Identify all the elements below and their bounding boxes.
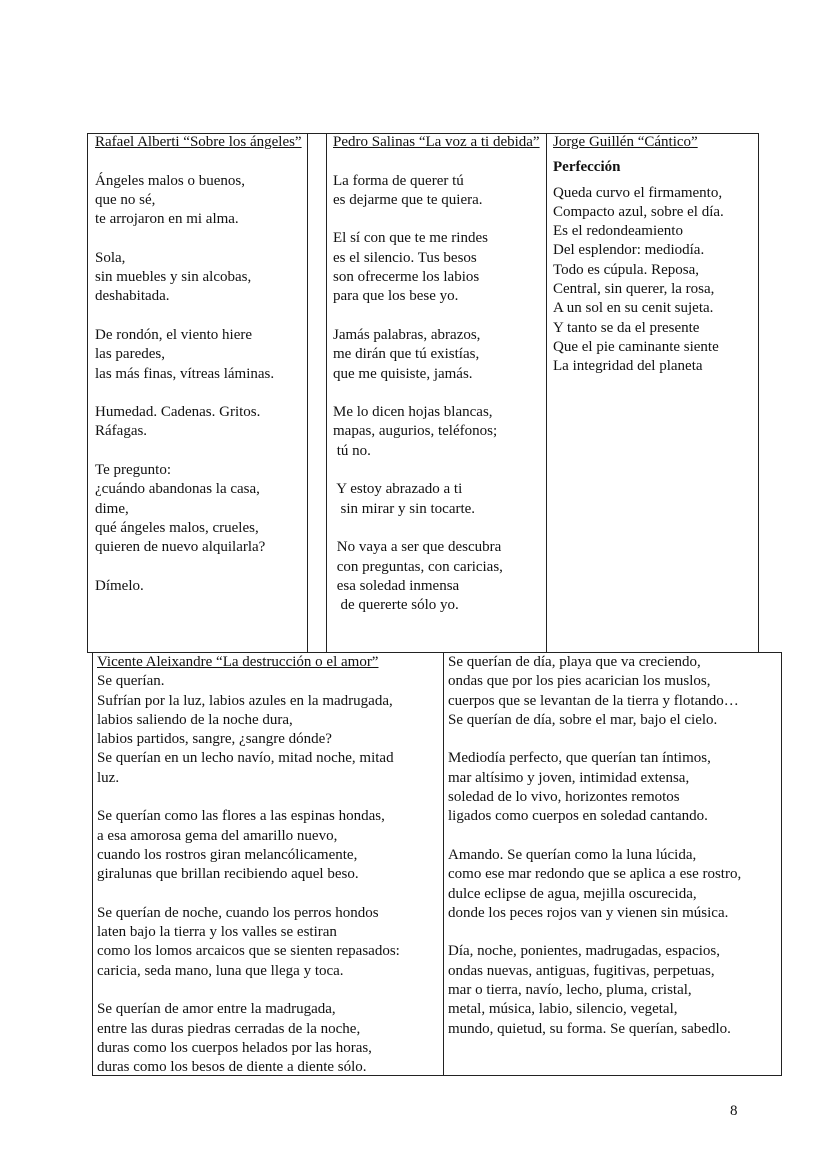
poem-line	[333, 307, 540, 326]
poem-line: labios partidos, sangre, ¿sangre dónde?	[97, 731, 332, 748]
poem-line: las paredes,	[95, 346, 165, 363]
salinas-poem-lines	[333, 152, 540, 615]
poem-line: con preguntas, con caricias,	[333, 558, 503, 575]
poem-line: La integridad del planeta	[553, 358, 703, 375]
poem-line	[333, 210, 540, 229]
poem-line	[333, 152, 540, 171]
column-divider	[546, 133, 547, 653]
poem-line: ondas que por los pies acarician los muslos,	[448, 673, 711, 690]
column-divider	[326, 133, 327, 653]
poem-line: son ofrecerme los labios	[333, 269, 480, 286]
poem-line	[97, 788, 441, 807]
poem-line	[448, 827, 780, 846]
poem-line: ¿cuándo abandonas la casa,	[95, 481, 260, 498]
poem-line: duras como los cuerpos helados por las horas,	[97, 1039, 372, 1056]
poem-line: ligados como cuerpos en soledad cantando.	[448, 808, 708, 825]
poem-line: que me quisiste, jamás.	[333, 365, 473, 382]
poem-line: Dímelo.	[95, 577, 144, 594]
poem-line: Se querían de día, sobre el mar, bajo el cielo.	[448, 711, 718, 728]
column-divider	[443, 652, 444, 1076]
aleixandre-poem-right-cell	[448, 653, 780, 1039]
poem-line: que no sé,	[95, 191, 156, 208]
poem-line: De rondón, el viento hiere	[95, 326, 253, 343]
poem-line: Se querían en un lecho navío, mitad noche, mitad	[97, 750, 394, 767]
poem-line: Queda curvo el firmamento,	[553, 184, 723, 201]
poem-line: esa soledad inmensa	[333, 577, 460, 594]
poem-line: dulce eclipse de agua, mejilla oscurecida,	[448, 885, 697, 902]
poem-line: es el silencio. Tus besos	[333, 249, 477, 266]
poem-line: El sí con que te me rindes	[333, 230, 488, 247]
poem-line: A un sol en su cenit sujeta.	[553, 300, 714, 317]
poem-line: giralunas que brillan recibiendo aquel beso.	[97, 866, 359, 883]
poem-line	[97, 885, 441, 904]
poem-line: metal, música, labio, silencio, vegetal,	[448, 1001, 678, 1018]
guillen-poem-subtitle: Perfección	[553, 159, 621, 176]
guillen-poem-lines	[553, 184, 753, 377]
salinas-poem-title: Pedro Salinas “La voz a ti debida”	[333, 134, 540, 150]
column-divider	[307, 133, 308, 653]
alberti-poem-lines	[95, 152, 302, 596]
poem-line: caricia, seda mano, luna que llega y toca.	[97, 962, 344, 979]
poem-line: Y estoy abrazado a ti	[333, 481, 463, 498]
poem-line: Se querían como las flores a las espinas hondas,	[97, 808, 385, 825]
poem-line: luz.	[97, 769, 120, 786]
poem-line: Que el pie caminante siente	[553, 338, 719, 355]
poem-line	[95, 152, 302, 171]
poem-line	[95, 229, 302, 248]
poem-line: Sola,	[95, 249, 126, 266]
poem-line: Ángeles malos o buenos,	[95, 172, 245, 189]
aleixandre-poem-left-cell	[97, 653, 441, 1078]
page-number: 8	[730, 1103, 738, 1119]
aleixandre-poem-lines-right	[448, 653, 780, 1039]
poem-line: Es el redondeamiento	[553, 223, 683, 240]
poem-line: Del esplendor: mediodía.	[553, 242, 705, 259]
poem-line: quieren de nuevo alquilarla?	[95, 539, 266, 556]
alberti-poem-title: Rafael Alberti “Sobre los ángeles”	[95, 134, 302, 150]
poem-line: duras como los besos de diente a diente sólo.	[97, 1059, 367, 1076]
aleixandre-poem-title: Vicente Aleixandre “La destrucción o el amor”	[97, 654, 379, 670]
poem-line: sin mirar y sin tocarte.	[333, 500, 476, 517]
poem-line: La forma de querer tú	[333, 172, 464, 189]
poem-line: mapas, augurios, teléfonos;	[333, 423, 498, 440]
poem-line: para que los bese yo.	[333, 288, 459, 305]
poem-line: laten bajo la tierra y los valles se estiran	[97, 924, 337, 941]
poem-line: labios saliendo de la noche dura,	[97, 711, 293, 728]
poem-line	[448, 730, 780, 749]
poem-line	[95, 558, 302, 577]
poem-line: a esa amorosa gema del amarillo nuevo,	[97, 827, 338, 844]
poem-line: ondas nuevas, antiguas, fugitivas, perpetuas,	[448, 962, 715, 979]
poem-line	[333, 519, 540, 538]
poem-line: Se querían.	[97, 673, 165, 690]
poem-line: entre las duras piedras cerradas de la noche,	[97, 1020, 361, 1037]
poem-line: tú no.	[333, 442, 371, 459]
poem-line: sin muebles y sin alcobas,	[95, 269, 252, 286]
aleixandre-poem-lines-left	[97, 672, 441, 1077]
poem-line	[448, 923, 780, 942]
poem-line	[95, 307, 302, 326]
poem-line	[97, 981, 441, 1000]
poem-line: Sufrían por la luz, labios azules en la madrugada,	[97, 692, 393, 709]
poem-line: Humedad. Cadenas. Gritos.	[95, 404, 261, 421]
poem-line: me dirán que tú existías,	[333, 346, 480, 363]
poem-line: cuerpos que se levantan de la tierra y flotando…	[448, 692, 739, 709]
poem-line: Me lo dicen hojas blancas,	[333, 404, 493, 421]
guillen-poem-cell	[553, 133, 753, 377]
alberti-poem-cell	[95, 133, 302, 596]
poem-line	[333, 384, 540, 403]
poem-line: te arrojaron en mi alma.	[95, 211, 239, 228]
poem-line: No vaya a ser que descubra	[333, 539, 502, 556]
poem-line: como ese mar redondo que se aplica a ese rostro,	[448, 866, 742, 883]
poem-line: cuando los rostros giran melancólicamente,	[97, 846, 358, 863]
poem-line: mundo, quietud, su forma. Se querían, sabedlo.	[448, 1020, 731, 1037]
poem-line: Central, sin querer, la rosa,	[553, 281, 715, 298]
poem-line: mar altísimo y joven, intimidad extensa,	[448, 769, 690, 786]
salinas-poem-cell	[333, 133, 540, 615]
poem-line: soledad de lo vivo, horizontes remotos	[448, 789, 680, 806]
poem-line: Ráfagas.	[95, 423, 148, 440]
poem-line: mar o tierra, navío, lecho, pluma, cristal,	[448, 982, 692, 999]
guillen-poem-title: Jorge Guillén “Cántico”	[553, 134, 698, 150]
poem-line: Compacto azul, sobre el día.	[553, 203, 724, 220]
poem-line: qué ángeles malos, crueles,	[95, 519, 259, 536]
poem-line: Día, noche, ponientes, madrugadas, espacios,	[448, 943, 720, 960]
poem-line: de quererte sólo yo.	[333, 597, 459, 614]
poem-line: es dejarme que te quiera.	[333, 191, 483, 208]
poem-line: Se querían de noche, cuando los perros hondos	[97, 904, 379, 921]
poem-line: Jamás palabras, abrazos,	[333, 326, 481, 343]
poem-line	[95, 442, 302, 461]
poem-line: las más finas, vítreas láminas.	[95, 365, 275, 382]
poem-line: Todo es cúpula. Reposa,	[553, 261, 700, 278]
poem-line: Y tanto se da el presente	[553, 319, 700, 336]
poem-line: Mediodía perfecto, que querían tan íntimos,	[448, 750, 711, 767]
poem-line: dime,	[95, 500, 129, 517]
poem-line: Se querían de amor entre la madrugada,	[97, 1001, 336, 1018]
poem-line: Se querían de día, playa que va creciendo,	[448, 654, 701, 670]
poem-line: Amando. Se querían como la luna lúcida,	[448, 846, 697, 863]
poem-line: donde los peces rojos van y vienen sin música.	[448, 904, 729, 921]
poem-line: como los lomos arcaicos que se sienten repasados:	[97, 943, 400, 960]
poem-line	[95, 384, 302, 403]
poem-line	[333, 461, 540, 480]
poem-line: Te pregunto:	[95, 462, 172, 479]
poem-line: deshabitada.	[95, 288, 170, 305]
